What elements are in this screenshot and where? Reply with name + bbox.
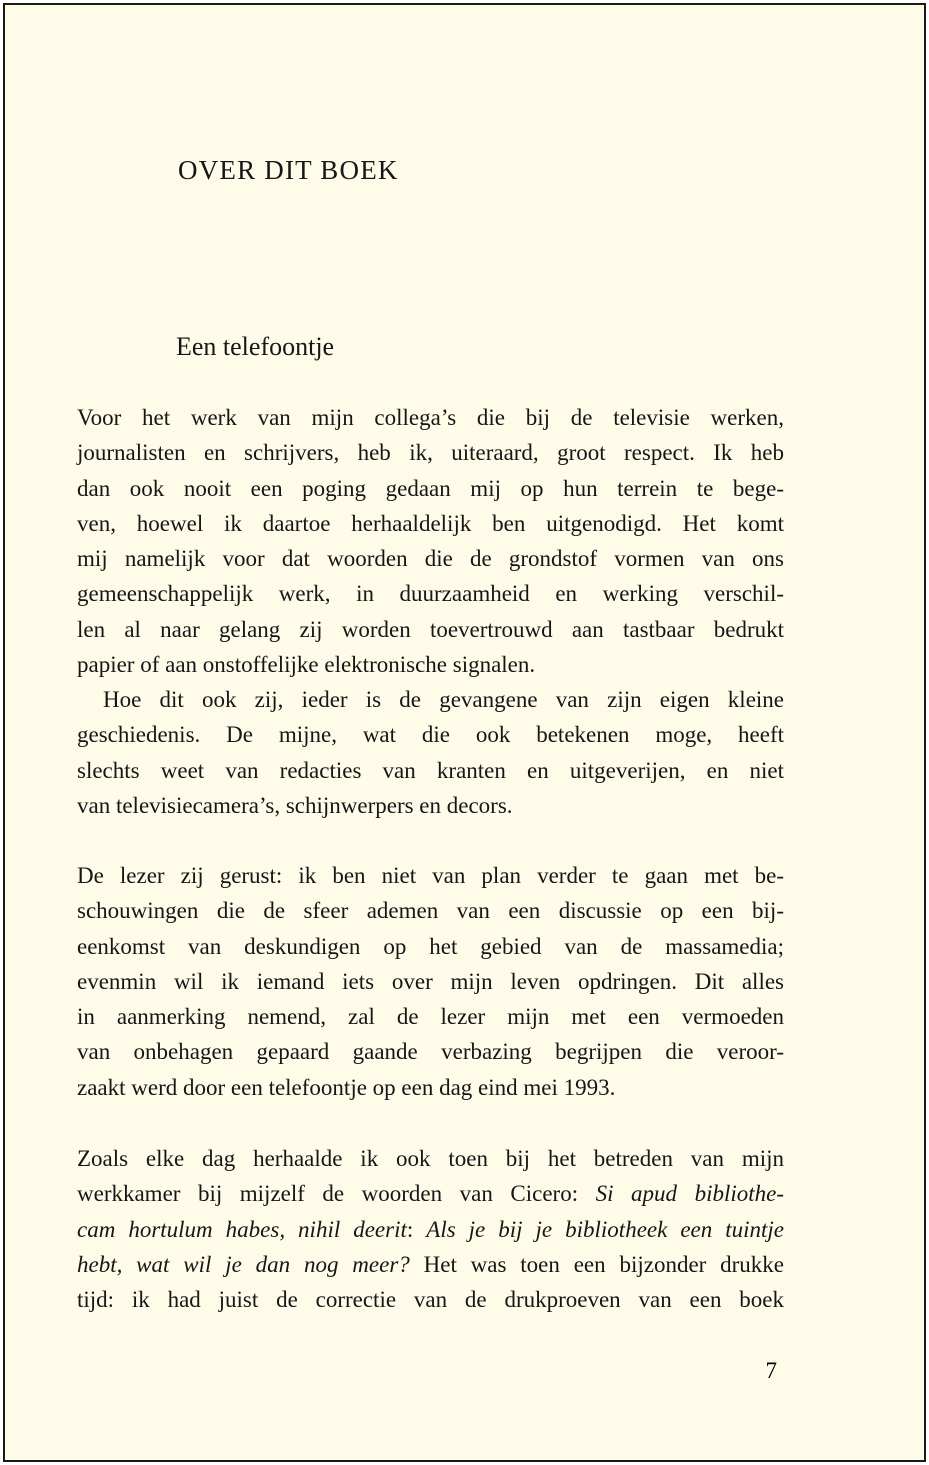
paragraph-3 <box>77 858 784 1105</box>
text-line: slechts weet van redacties van kranten en uitgeverijen, en niet <box>77 757 784 783</box>
text-run: : <box>406 1216 414 1242</box>
text-line: journalisten en schrijvers, heb ik, uiteraard, groot respect. Ik heb <box>77 440 784 466</box>
text-line: mij namelijk voor dat woorden die de grondstof vormen van ons <box>77 546 784 572</box>
book-page <box>3 3 926 1462</box>
text-line: papier of aan onstoffelijke elektronische signalen. <box>77 652 536 678</box>
text-line <box>77 1176 784 1211</box>
text-line: De lezer zij gerust: ik ben niet van plan verder te gaan met be- <box>77 863 784 888</box>
italic-quote: cam hortulum habes, nihil deerit <box>77 1216 407 1242</box>
italic-translation: Als je bij je bibliotheek een tuintje <box>426 1216 785 1242</box>
text-line: schouwingen die de sfeer ademen van een discussie op een bij- <box>77 898 784 924</box>
text-line: van televisiecamera’s, schijnwerpers en decors. <box>77 792 513 818</box>
text-line <box>77 1212 784 1247</box>
text-line: van onbehagen gepaard gaande verbazing begrijpen die veroor- <box>77 1039 784 1065</box>
text-line: tijd: ik had juist de correctie van de drukproeven van een boek <box>77 1287 784 1313</box>
text-line: gemeenschappelijk werk, in duurzaamheid en werking verschil- <box>77 581 784 607</box>
text-line <box>77 1247 784 1282</box>
text-line: evenmin wil ik iemand iets over mijn leven opdringen. Dit alles <box>77 968 784 994</box>
italic-translation: hebt, wat wil je dan nog meer? <box>77 1251 410 1277</box>
section-heading: Een telefoontje <box>176 332 335 361</box>
text-line: in aanmerking nemend, zal de lezer mijn met een vermoeden <box>77 1004 784 1030</box>
paragraph-4 <box>77 1141 784 1317</box>
text-line: zaakt werd door een telefoontje op een dag eind mei 1993. <box>77 1074 616 1100</box>
paragraph-2 <box>77 682 784 823</box>
paragraph-1 <box>77 400 784 682</box>
text-line: dan ook nooit een poging gedaan mij op hun terrein te bege- <box>77 475 784 501</box>
page-number: 7 <box>765 1358 777 1383</box>
text-line: Hoe dit ook zij, ieder is de gevangene van zijn eigen kleine <box>103 687 784 712</box>
text-line: Voor het werk van mijn collega’s die bij de televisie werken, <box>77 405 784 430</box>
text-line: eenkomst van deskundigen op het gebied van de massamedia; <box>77 933 784 959</box>
chapter-title: OVER DIT BOEK <box>178 155 399 185</box>
text-line: geschiedenis. De mijne, wat die ook betekenen moge, heeft <box>77 722 784 748</box>
text-run: Het was toen een bijzonder drukke <box>423 1251 785 1277</box>
text-line: Zoals elke dag herhaalde ik ook toen bij het betreden van mijn <box>77 1146 784 1171</box>
text-line: ven, hoewel ik daartoe herhaaldelijk ben uitgenodigd. Het komt <box>77 510 784 536</box>
text-line: len al naar gelang zij worden toevertrouwd aan tastbaar bedrukt <box>77 616 784 642</box>
italic-quote: Si apud bibliothe- <box>595 1181 785 1207</box>
text-run: werkkamer bij mijzelf de woorden van Cicero: <box>77 1181 579 1207</box>
